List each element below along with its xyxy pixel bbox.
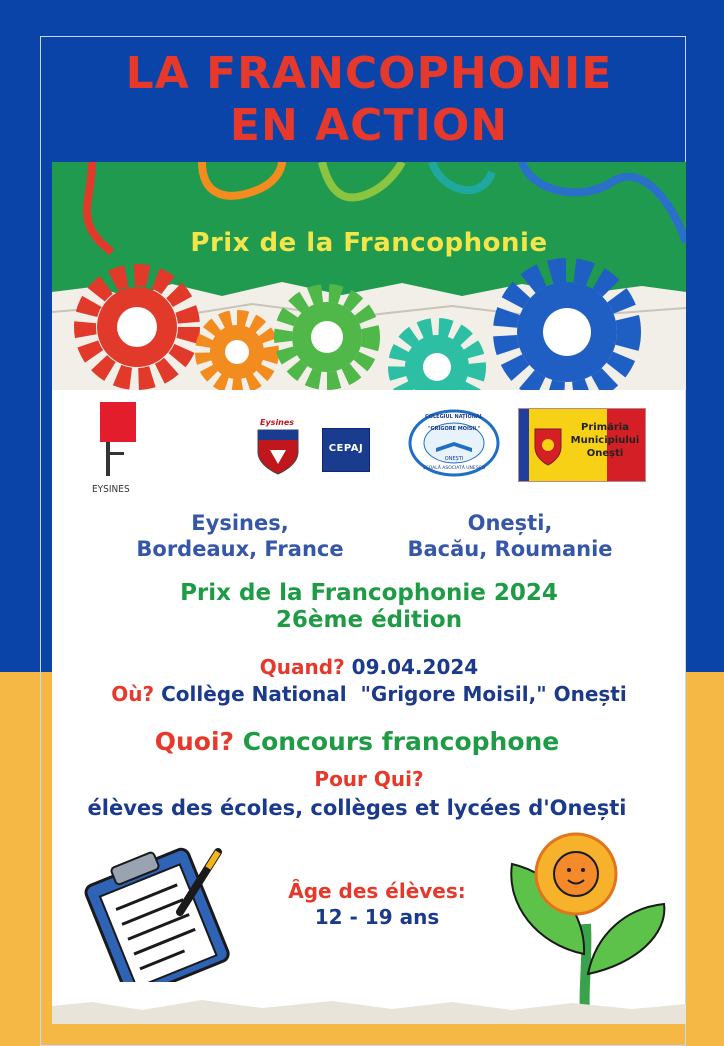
city-right-line-2: Bacău, Roumanie [407, 537, 613, 561]
eysines-crest [252, 418, 302, 478]
title-line-2: EN ACTION [229, 100, 509, 151]
for-value: élèves des écoles, collèges et lycées d'Onești [87, 796, 627, 820]
colegiul-ring-text: ȘCOALĂ ASOCIATĂ UNESCO [422, 466, 486, 471]
age-value: 12 - 19 ans [314, 905, 440, 929]
gear-teal [397, 327, 477, 390]
city-left-line-2: Bordeaux, France [136, 537, 344, 561]
where-value: Collège National "Grigore Moisil," Onești [161, 682, 627, 706]
where-label: Où? [111, 682, 155, 706]
eysines-caption: EYSINES [92, 484, 130, 495]
prize-heading [52, 580, 686, 634]
eysines-logo [90, 398, 158, 502]
when-value: 09.04.2024 [351, 655, 479, 679]
title-line-1: LA FRANCOPHONIE [125, 48, 613, 99]
colegiul-logo [408, 408, 500, 478]
gears-banner [52, 162, 686, 390]
city-left-line-1: Eysines, [191, 511, 289, 535]
crest-shield-icon [256, 428, 300, 476]
prize-line-2: 26ème édition [275, 607, 463, 633]
when-row [52, 654, 686, 680]
cepaj-logo [322, 428, 370, 472]
primaria-crest-icon [533, 427, 563, 467]
city-left [110, 510, 370, 562]
eysines-crest-caption: Eysines [260, 418, 295, 427]
banner-title: Prix de la Francophonie [190, 228, 548, 258]
primaria-line-2: Municipiului [570, 435, 640, 446]
when-label: Quand? [259, 655, 345, 679]
colegiul-name-text: "GRIGORE MOISIL" [427, 426, 481, 432]
prize-line-1: Prix de la Francophonie 2024 [180, 580, 558, 606]
primaria-line-1: Primăria [581, 422, 629, 433]
where-row [52, 681, 686, 707]
torn-bottom-edge [52, 994, 686, 1024]
colegiul-city-text: ONEȘTI [444, 456, 464, 462]
age-label: Âge des élèves: [288, 879, 466, 903]
what-row [40, 727, 674, 757]
city-right [380, 510, 640, 562]
what-value: Concours francophone [242, 727, 560, 756]
primaria-logo [518, 408, 646, 482]
what-label: Quoi? [154, 727, 235, 756]
for-label: Pour Qui? [314, 767, 424, 791]
clipboard-illustration [68, 832, 248, 982]
city-right-line-1: Onești, [467, 511, 553, 535]
cepaj-label: CEPAJ [328, 443, 364, 454]
poster-title [52, 48, 686, 152]
sunflower-head-icon [536, 834, 616, 914]
primaria-line-3: Onești [586, 448, 624, 459]
colegiul-top-text: COLEGIUL NAȚIONAL [425, 414, 483, 420]
